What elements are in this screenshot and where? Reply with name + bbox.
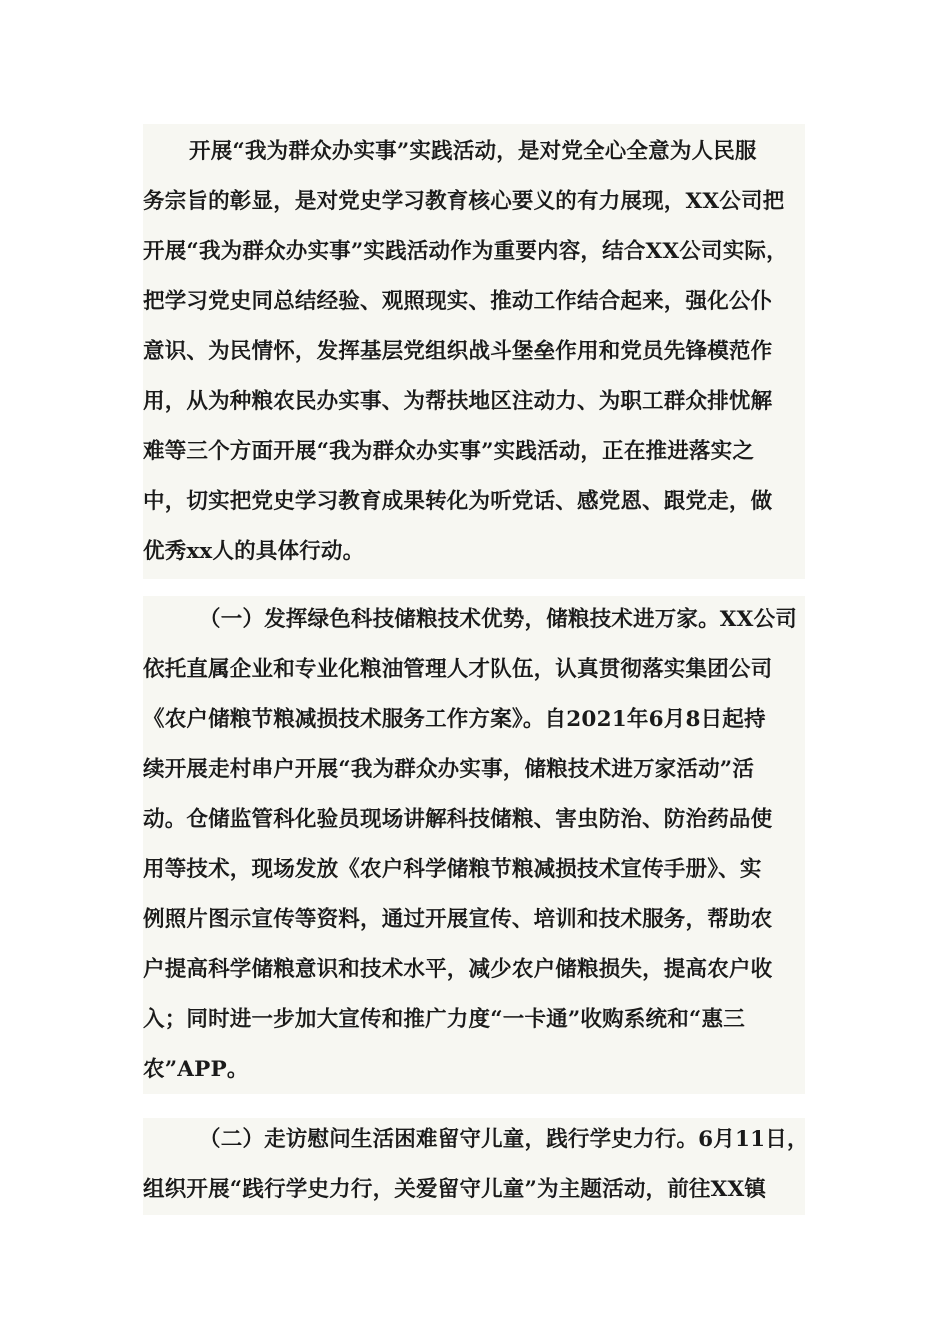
paragraph-section-2 (143, 1118, 809, 1215)
paragraph-line: （二）走访慰问生活困难留守儿童，践行学史力行。6月11日， (199, 1127, 809, 1152)
paragraph-line: 难等三个方面开展“我为群众办实事”实践活动，正在推进落实之 (143, 439, 755, 464)
paragraph-line: （一）发挥绿色科技储粮技术优势，储粮技术进万家。XX公司 (199, 607, 797, 632)
paragraph-line: 开展“我为群众办实事”实践活动，是对党全心全意为人民服 (189, 139, 757, 164)
paragraph-line: 组织开展“践行学史力行，关爱留守儿童”为主题活动，前往XX镇 (143, 1177, 767, 1202)
paragraph-line: 务宗旨的彰显，是对党史学习教育核心要义的有力展现，XX公司把 (143, 189, 785, 214)
paragraph-line: 动。仓储监管科化验员现场讲解科技储粮、害虫防治、防治药品使 (143, 807, 773, 832)
paragraph-line: 《农户储粮节粮减损技术服务工作方案》。自2021年6月8日起持 (143, 707, 766, 732)
paragraph-line: 依托直属企业和专业化粮油管理人才队伍，认真贯彻落实集团公司 (143, 657, 773, 682)
paragraph-line: 入；同时进一步加大宣传和推广力度“一卡通”收购系统和“惠三 (143, 1007, 745, 1032)
paragraph-section-1 (143, 596, 805, 1094)
paragraph-line: 例照片图示宣传等资料，通过开展宣传、培训和技术服务，帮助农 (143, 907, 773, 932)
paragraph-line: 用，从为种粮农民办实事、为帮扶地区注动力、为职工群众排忧解 (143, 389, 773, 414)
paragraph-line: 开展“我为群众办实事”实践活动作为重要内容，结合XX公司实际， (143, 239, 788, 264)
paragraph-line: 把学习党史同总结经验、观照现实、推动工作结合起来，强化公仆 (143, 289, 773, 314)
paragraph-line: 意识、为民情怀，发挥基层党组织战斗堡垒作用和党员先锋模范作 (143, 339, 773, 364)
paragraph-line: 用等技术，现场发放《农户科学储粮节粮减损技术宣传手册》、实 (143, 857, 762, 882)
paragraph-intro (143, 124, 805, 579)
paragraph-line: 中，切实把党史学习教育成果转化为听党话、感党恩、跟党走，做 (143, 489, 773, 514)
paragraph-line: 户提高科学储粮意识和技术水平，减少农户储粮损失，提高农户收 (143, 957, 773, 982)
paragraph-line: 续开展走村串户开展“我为群众办实事，储粮技术进万家活动”活 (143, 757, 755, 782)
paragraph-line: 农”APP。 (143, 1057, 249, 1082)
paragraph-line: 优秀xx人的具体行动。 (143, 539, 365, 564)
